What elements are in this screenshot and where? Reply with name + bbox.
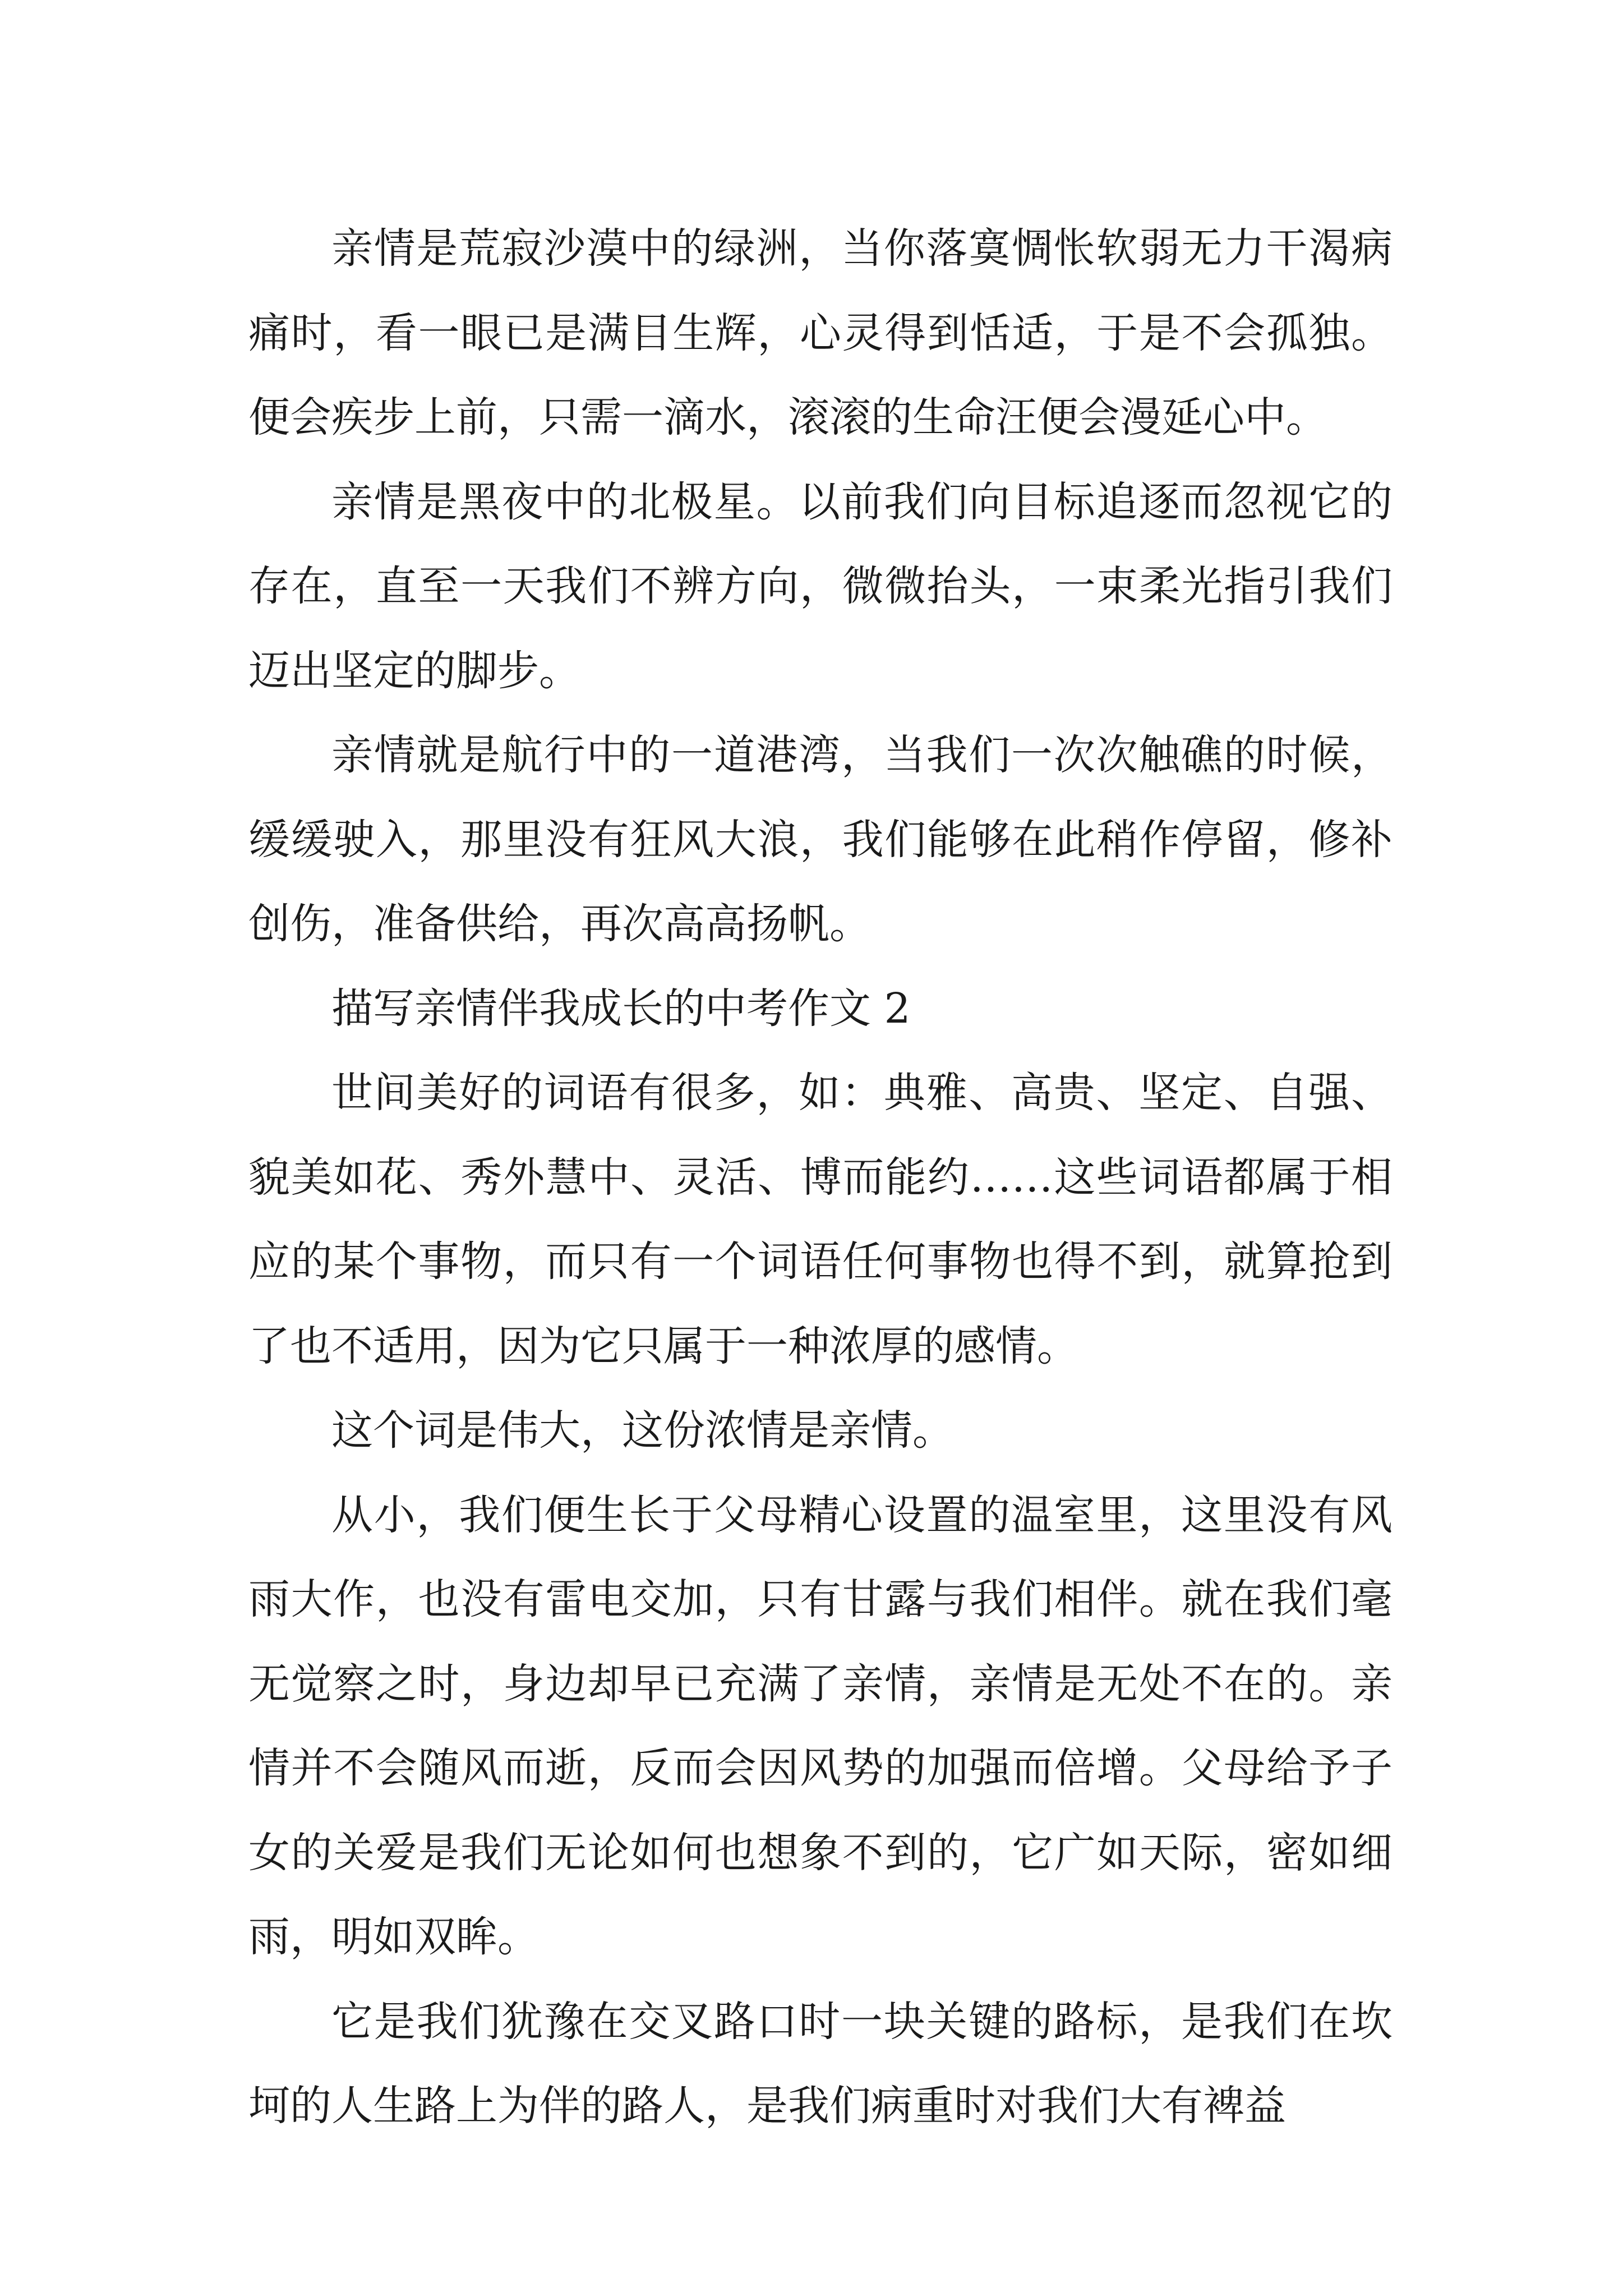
paragraph-oasis: 亲情是荒寂沙漠中的绿洲，当你落寞惆怅软弱无力干渴病痛时，看一眼已是满目生辉，心灵得到恬适，于是不会孤独。便会疾步上前，只需一滴水，滚滚的生命汪便会漫延心中。 (248, 224, 1393, 441)
paragraph-beautiful-words: 世间美好的词语有很多，如：典雅、高贵、坚定、自强、貌美如花、秀外慧中、灵活、博而能约……这些词语都属于相应的某个事物，而只有一个词语任何事物也得不到，就算抢到了也不适用，因为它只属于一种浓厚的感情。 (248, 1069, 1393, 1370)
paragraph-signpost: 它是我们犹豫在交叉路口时一块关键的路标，是我们在坎坷的人生路上为伴的路人，是我们病重时对我们大有裨益 (248, 1997, 1393, 2130)
document-body (248, 206, 1393, 2148)
essay-subtitle: 描写亲情伴我成长的中考作文 2 (331, 984, 911, 1033)
paragraph-great-love: 这个词是伟大，这份浓情是亲情。 (331, 1406, 954, 1455)
paragraph-north-star: 亲情是黑夜中的北极星。以前我们向目标追逐而忽视它的存在，直至一天我们不辨方向，微微抬头，一束柔光指引我们迈出坚定的脚步。 (248, 477, 1393, 695)
paragraph-harbor: 亲情就是航行中的一道港湾，当我们一次次触礁的时候，缓缓驶入，那里没有狂风大浪，我们能够在此稍作停留，修补创伤，准备供给，再次高高扬帆。 (248, 731, 1393, 948)
paragraph-greenhouse: 从小，我们便生长于父母精心设置的温室里，这里没有风雨大作，也没有雷电交加，只有甘露与我们相伴。就在我们毫无觉察之时，身边却早已充满了亲情，亲情是无处不在的。亲情并不会随风而逝，反而会因风势的加强而倍增。父母给予子女的关爱是我们无论如何也想象不到的，它广如天际，密如细雨，明如双眸。 (248, 1490, 1393, 1961)
